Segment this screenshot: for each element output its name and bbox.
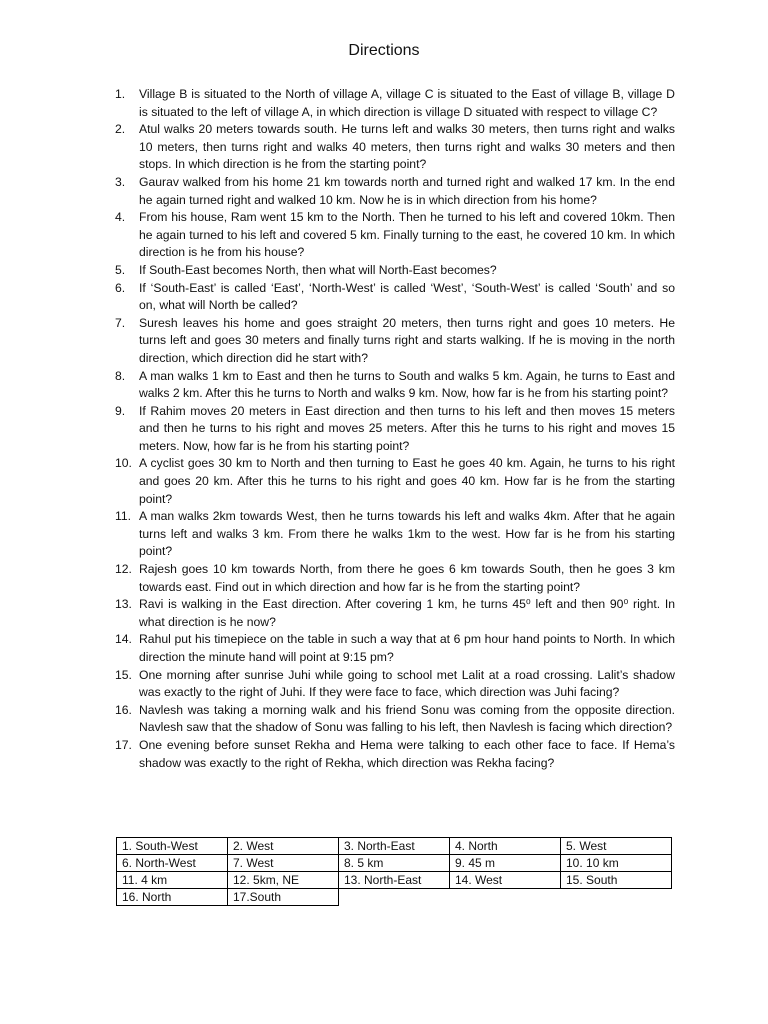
question-item <box>110 561 675 596</box>
question-number: 7. <box>115 315 126 330</box>
answer-cell: 9. 45 m <box>450 855 561 872</box>
answer-cell: 3. North-East <box>339 838 450 855</box>
question-text: If Rahim moves 20 meters in East direction and then turns to his left and then moves 15 meters and then he turns to his right and moves 25 meters. After this he turns to his right and moves 15 meters. Now, how far is he from his starting point? <box>139 403 675 453</box>
question-number: 17. <box>115 737 132 752</box>
empty-cell <box>561 889 672 906</box>
question-item <box>110 315 675 368</box>
question-text: If ‘South-East’ is called ‘East’, ‘North-West’ is called ‘West’, ‘South-West’ is called ‘South’ and so on, what will North be called? <box>139 280 675 313</box>
answer-cell: 5. West <box>561 838 672 855</box>
answer-cell: 16. North <box>117 889 228 906</box>
question-number: 5. <box>115 262 126 277</box>
question-item <box>110 121 675 174</box>
question-text: Atul walks 20 meters towards south. He turns left and walks 30 meters, then turns right and walks 10 meters, then turns right and walks 40 meters, then turns right and walks 30 meters and then stops. In which direction is he from the starting point? <box>139 122 675 172</box>
answer-row <box>117 872 672 889</box>
answer-cell: 17.South <box>228 889 339 906</box>
answer-cell: 11. 4 km <box>117 872 228 889</box>
question-item <box>110 702 675 737</box>
answer-row <box>117 838 672 855</box>
question-text: Ravi is walking in the East direction. After covering 1 km, he turns 45⁰ left and then 90⁰ right. In what direction is he now? <box>139 597 675 629</box>
question-number: 9. <box>115 403 126 418</box>
answer-cell: 14. West <box>450 872 561 889</box>
question-text: From his house, Ram went 15 km to the North. Then he turned to his left and covered 10km. Then he again turned to his left and covered 5 km. Finally turning to the east, he covered 10 km. In which direction is he from his house? <box>139 210 675 260</box>
question-text: A cyclist goes 30 km to North and then turning to East he goes 40 km. Again, he turns to his right and goes 20 km. After this he turns to his right and goes 40 km. How far is he from the starting point? <box>139 456 675 506</box>
question-item <box>110 368 675 403</box>
question-text: A man walks 1 km to East and then he turns to South and walks 5 km. Again, he turns to East and walks 2 km. After this he turns to North and walks 9 km. Now, how far is he from his starting point? <box>139 368 675 401</box>
question-item <box>110 262 675 280</box>
answer-cell: 4. North <box>450 838 561 855</box>
question-number: 10. <box>115 456 132 471</box>
empty-cell <box>339 889 450 906</box>
question-number: 4. <box>115 210 126 225</box>
answer-cell: 2. West <box>228 838 339 855</box>
question-item <box>110 631 675 666</box>
question-item <box>110 280 675 315</box>
question-number: 15. <box>115 667 132 682</box>
question-item <box>110 508 675 561</box>
question-text: Suresh leaves his home and goes straight 20 meters, then turns right and goes 10 meters. He turns left and goes 30 meters and finally turns right and starts walking. If he is moving in the north direction, which direction did he start with? <box>139 315 675 365</box>
question-text: Rajesh goes 10 km towards North, from there he goes 6 km towards South, then he goes 3 km towards east. Find out in which direction and how far is he from the starting point? <box>139 562 675 594</box>
question-number: 16. <box>115 702 132 717</box>
question-number: 13. <box>115 597 132 612</box>
question-text: Village B is situated to the North of village A, village C is situated to the East of village B, village D is situated to the left of village A, in which direction is village D situated with respect to village C? <box>139 87 675 119</box>
question-item <box>110 174 675 209</box>
question-item <box>110 209 675 262</box>
question-item <box>110 455 675 508</box>
answer-cell: 7. West <box>228 855 339 872</box>
question-number: 11. <box>115 509 132 524</box>
question-item <box>110 86 675 121</box>
question-number: 6. <box>115 280 126 295</box>
question-text: One morning after sunrise Juhi while going to school met Lalit at a road crossing. Lalit’s shadow was exactly to the right of Juhi. If they were face to face, which direction was Juhi facing? <box>139 667 675 700</box>
answer-cell: 6. North-West <box>117 855 228 872</box>
answer-cell: 1. South-West <box>117 838 228 855</box>
question-number: 1. <box>115 87 126 101</box>
question-number: 12. <box>115 562 132 577</box>
answer-key-table <box>116 837 672 906</box>
question-text: A man walks 2km towards West, then he turns towards his left and walks 4km. After that he again turns left and walks 3 km. From there he walks 1km to the west. How far is he from his starting point? <box>139 509 675 559</box>
question-list <box>110 86 675 772</box>
page-title: Directions <box>348 42 420 59</box>
question-text: Navlesh was taking a morning walk and his friend Sonu was coming from the opposite direction. Navlesh saw that the shadow of Sonu was falling to his left, then Navlesh is facing which direction? <box>139 702 675 735</box>
answer-cell: 8. 5 km <box>339 855 450 872</box>
question-number: 8. <box>115 368 126 383</box>
question-number: 3. <box>115 174 126 189</box>
question-number: 2. <box>115 122 126 137</box>
answer-cell: 13. North-East <box>339 872 450 889</box>
answer-cell: 12. 5km, NE <box>228 872 339 889</box>
question-number: 14. <box>115 632 132 647</box>
answer-row <box>117 855 672 872</box>
answer-row <box>117 889 672 906</box>
question-item <box>110 596 675 631</box>
question-text: One evening before sunset Rekha and Hema were talking to each other face to face. If Hema’s shadow was exactly to the right of Rekha, which direction was Rekha facing? <box>139 737 675 770</box>
question-item <box>110 667 675 702</box>
question-item <box>110 737 675 772</box>
question-text: Gaurav walked from his home 21 km towards north and turned right and walked 17 km. In the end he again turned right and walked 10 km. Now he is in which direction from his home? <box>139 174 675 207</box>
answer-cell: 15. South <box>561 872 672 889</box>
empty-cell <box>450 889 561 906</box>
answer-cell: 10. 10 km <box>561 855 672 872</box>
question-item <box>110 403 675 456</box>
question-text: If South-East becomes North, then what will North-East becomes? <box>139 262 497 277</box>
question-text: Rahul put his timepiece on the table in such a way that at 6 pm hour hand points to North. In which direction the minute hand will point at 9:15 pm? <box>139 632 675 664</box>
